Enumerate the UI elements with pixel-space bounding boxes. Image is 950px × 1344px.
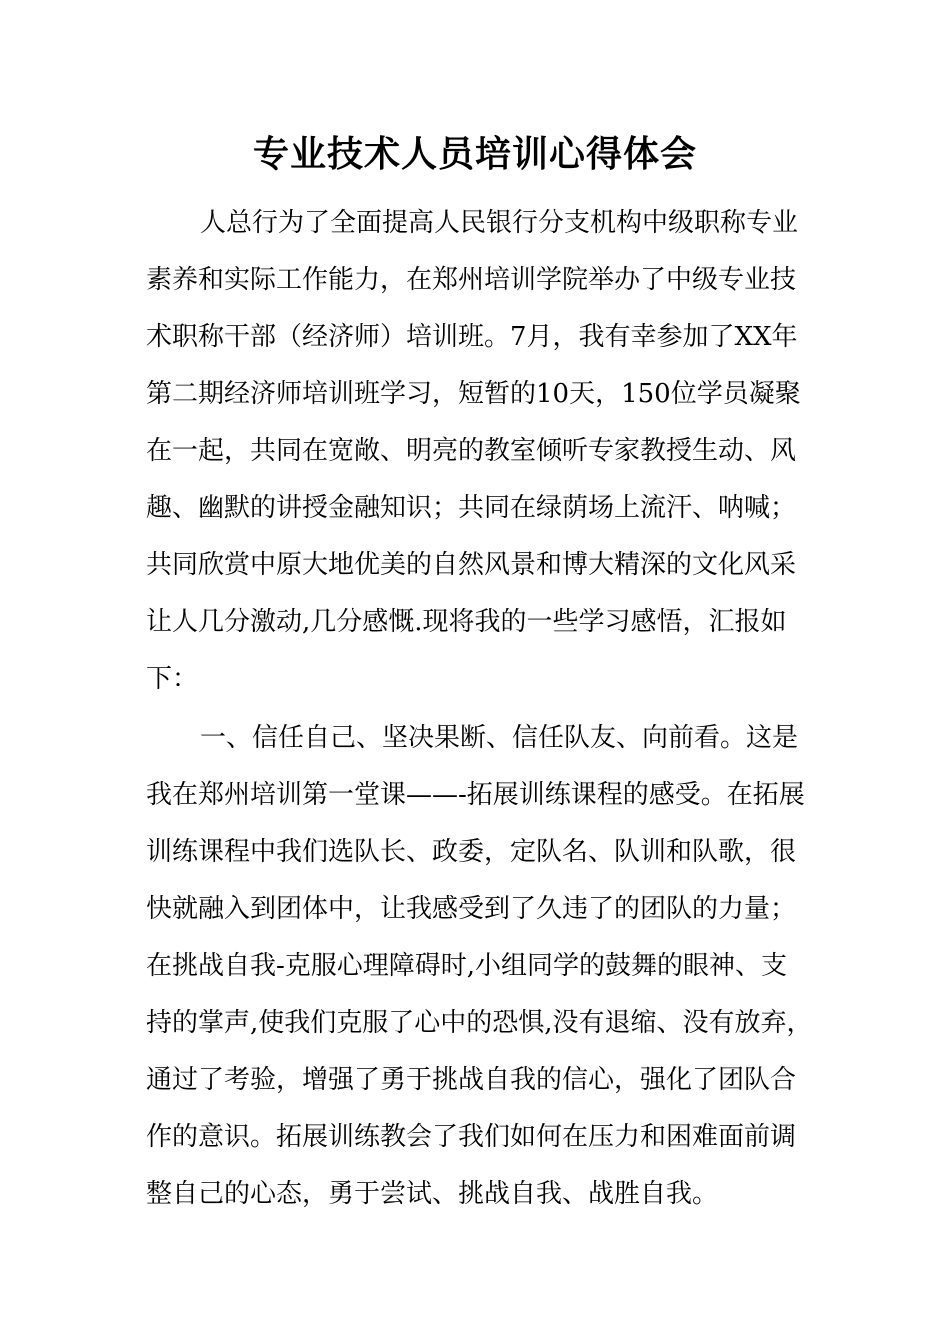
paragraph-2-line-7: 通过了考验，增强了勇于挑战自我的信心，强化了团队合 [146,1065,797,1095]
paragraph-2-line-1: 一、信任自己、坚决果断、信任队友、向前看。这是 [200,723,799,753]
paragraph-1-line-1: 人总行为了全面提高人民银行分支机构中级职称专业 [200,208,799,238]
document-title: 专业技术人员培训心得体会 [252,133,697,175]
paragraph-1-line-4: 第二期经济师培训班学习，短暂的10天，150位学员凝聚 [146,379,801,409]
paragraph-1-line-7: 共同欣赏中原大地优美的自然风景和博大精深的文化风采 [146,550,797,580]
paragraph-2-line-9: 整自己的心态，勇于尝试、挑战自我、战胜自我。 [146,1179,719,1209]
paragraph-1-line-6: 趣、幽默的讲授金融知识；共同在绿荫场上流汗、呐喊； [146,493,797,523]
paragraph-1-line-9: 下： [146,664,199,694]
paragraph-1-line-3: 术职称干部（经济师）培训班。7月，我有幸参加了XX年 [146,322,798,352]
paragraph-1-line-8: 让人几分激动,几分感慨.现将我的一些学习感悟，汇报如 [146,607,787,637]
paragraph-2-line-6: 持的掌声,使我们克服了心中的恐惧,没有退缩、没有放弃， [146,1008,813,1038]
paragraph-2-line-4: 快就融入到团体中，让我感受到了久违了的团队的力量； [146,894,797,924]
paragraph-1-line-2: 素养和实际工作能力，在郑州培训学院举办了中级专业技 [146,265,797,295]
paragraph-2-line-3: 训练课程中我们选队长、政委，定队名、队训和队歌，很 [146,837,797,867]
paragraph-2-line-5: 在挑战自我-克服心理障碍时,小组同学的鼓舞的眼神、支 [146,951,788,981]
paragraph-2-line-8: 作的意识。拓展训练教会了我们如何在压力和困难面前调 [146,1122,797,1152]
paragraph-2-line-2: 我在郑州培训第一堂课——-拓展训练课程的感受。在拓展 [146,780,805,810]
paragraph-1-line-5: 在一起，共同在宽敞、明亮的教室倾听专家教授生动、风 [146,436,797,466]
